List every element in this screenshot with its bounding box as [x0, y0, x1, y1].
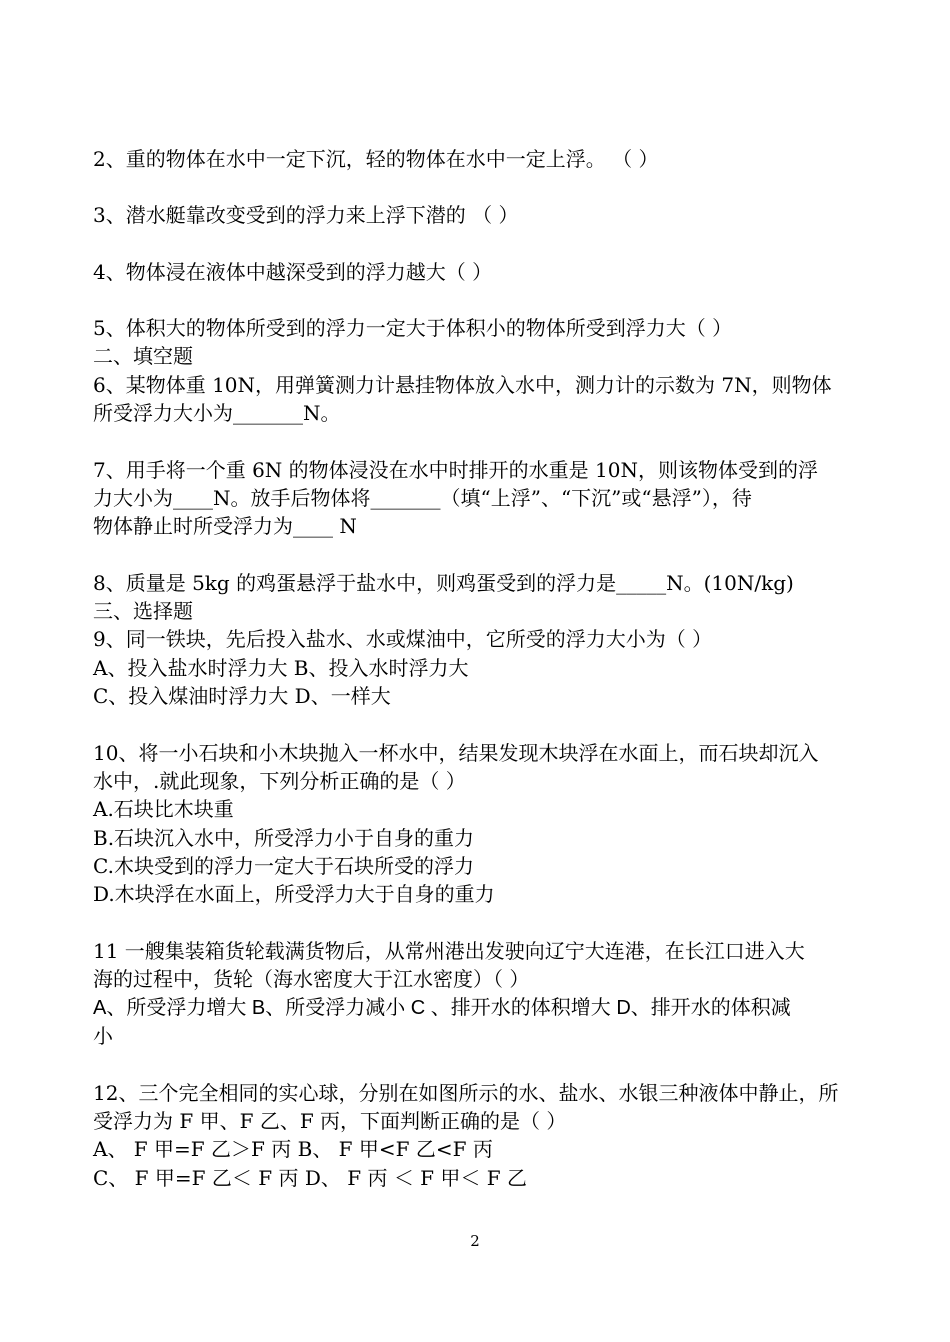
question-8: 8、质量是 5kg 的鸡蛋悬浮于盐水中，则鸡蛋受到的浮力是_____N。(10N/kg) — [93, 571, 794, 595]
question-10-option-c: C.木块受到的浮力一定大于石块所受的浮力 — [93, 854, 474, 878]
question-12-line1: 12、三个完全相同的实心球，分别在如图所示的水、盐水、水银三种液体中静止，所 — [93, 1081, 839, 1105]
question-12-options-ab: A、 F 甲=F 乙＞F 丙 B、 F 甲<F 乙<F 丙 — [93, 1137, 493, 1161]
question-11-line2: 海的过程中，货轮（海水密度大于江水密度）（ ） — [93, 967, 530, 991]
question-10-line2: 水中，.就此现象，下列分析正确的是（ ） — [93, 769, 466, 793]
question-12-line2: 受浮力为 F 甲、F 乙、F 丙，下面判断正确的是（ ） — [93, 1109, 567, 1133]
question-7-line2: 力大小为____N。放手后物体将_______（填“上浮”、“下沉”或“悬浮”），待 — [93, 486, 752, 510]
question-6-line2: 所受浮力大小为_______N。 — [93, 401, 341, 425]
question-11-options-continued: 小 — [93, 1024, 113, 1048]
question-4: 4、物体浸在液体中越深受到的浮力越大（ ） — [93, 260, 493, 284]
question-12-options-cd: C、 F 甲=F 乙＜ F 丙 D、 F 丙 ＜ F 甲＜ F 乙 — [93, 1166, 528, 1190]
page-number: 2 — [470, 1232, 480, 1250]
question-10-option-b: B.石块沉入水中，所受浮力小于自身的重力 — [93, 826, 475, 850]
section-heading-fill-blank: 二、填空题 — [93, 344, 193, 368]
question-7-line1: 7、用手将一个重 6N 的物体浸没在水中时排开的水重是 10N，则该物体受到的浮 — [93, 458, 818, 482]
question-10-option-d: D.木块浮在水面上，所受浮力大于自身的重力 — [93, 882, 495, 906]
question-11-line1: 11 一艘集装箱货轮载满货物后，从常州港出发驶向辽宁大连港，在长江口进入大 — [93, 939, 805, 963]
question-3: 3、潜水艇靠改变受到的浮力来上浮下潜的 （ ） — [93, 203, 519, 227]
question-6-line1: 6、某物体重 10N，用弹簧测力计悬挂物体放入水中，测力计的示数为 7N，则物体 — [93, 373, 832, 397]
question-10-option-a: A.石块比木块重 — [93, 797, 234, 821]
question-5: 5、体积大的物体所受到的浮力一定大于体积小的物体所受到浮力大（ ） — [93, 316, 733, 340]
question-2: 2、重的物体在水中一定下沉，轻的物体在水中一定上浮。 （ ） — [93, 147, 659, 171]
question-11-options: A、所受浮力增大 B、所受浮力减小 C 、排开水的体积增大 D、排开水的体积减 — [93, 997, 791, 1019]
question-9: 9、同一铁块，先后投入盐水、水或煤油中，它所受的浮力大小为（ ） — [93, 627, 713, 651]
section-heading-choice: 三、选择题 — [93, 599, 193, 623]
question-7-line3: 物体静止时所受浮力为____ N — [93, 514, 357, 538]
question-9-options-cd: C、投入煤油时浮力大 D、一样大 — [93, 684, 391, 708]
question-9-options-ab: A、投入盐水时浮力大 B、投入水时浮力大 — [93, 656, 469, 680]
question-10-line1: 10、将一小石块和小木块抛入一杯水中，结果发现木块浮在水面上，而石块却沉入 — [93, 741, 819, 765]
